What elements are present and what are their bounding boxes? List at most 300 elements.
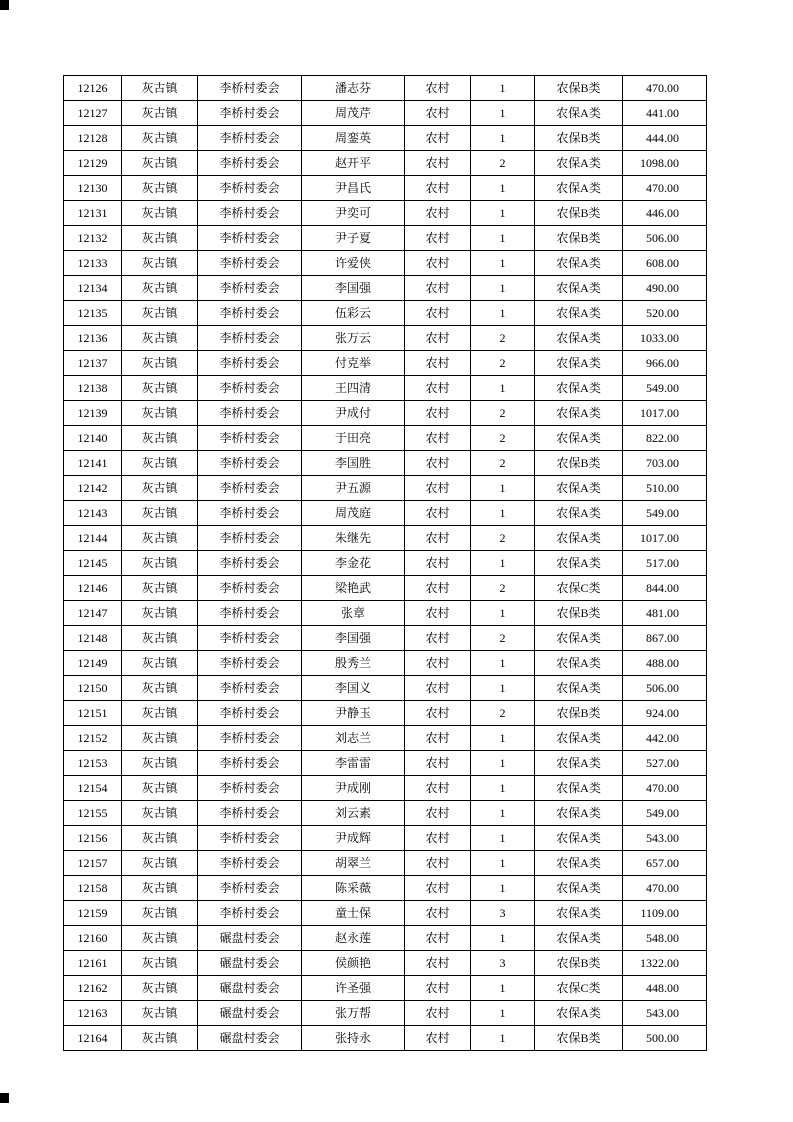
cell-category: 农保A类 (535, 551, 623, 576)
cell-amount: 446.00 (623, 201, 707, 226)
table-row (64, 126, 707, 151)
cell-count: 2 (471, 626, 535, 651)
cell-type: 农村 (405, 1026, 471, 1051)
table-row (64, 76, 707, 101)
cell-id: 12159 (64, 901, 122, 926)
table-row (64, 201, 707, 226)
cell-count: 1 (471, 476, 535, 501)
cell-id: 12160 (64, 926, 122, 951)
cell-category: 农保B类 (535, 451, 623, 476)
cell-id: 12155 (64, 801, 122, 826)
cell-category: 农保A类 (535, 876, 623, 901)
cell-name: 潘志芬 (302, 76, 405, 101)
cell-amount: 506.00 (623, 676, 707, 701)
cell-category: 农保A类 (535, 476, 623, 501)
cell-town: 灰古镇 (122, 101, 198, 126)
cell-amount: 444.00 (623, 126, 707, 151)
cell-type: 农村 (405, 501, 471, 526)
cell-town: 灰古镇 (122, 901, 198, 926)
cell-amount: 1017.00 (623, 526, 707, 551)
cell-name: 李金花 (302, 551, 405, 576)
cell-id: 12157 (64, 851, 122, 876)
cell-village: 李桥村委会 (198, 526, 302, 551)
cell-count: 1 (471, 276, 535, 301)
cell-id: 12137 (64, 351, 122, 376)
cell-town: 灰古镇 (122, 226, 198, 251)
cell-name: 于田亮 (302, 426, 405, 451)
cell-amount: 549.00 (623, 801, 707, 826)
cell-name: 许圣强 (302, 976, 405, 1001)
cell-amount: 703.00 (623, 451, 707, 476)
cell-id: 12142 (64, 476, 122, 501)
cell-name: 周茂庭 (302, 501, 405, 526)
cell-count: 1 (471, 176, 535, 201)
cell-town: 灰古镇 (122, 476, 198, 501)
cell-village: 李桥村委会 (198, 676, 302, 701)
table-row (64, 726, 707, 751)
cell-category: 农保A类 (535, 351, 623, 376)
cell-village: 李桥村委会 (198, 426, 302, 451)
cell-name: 尹成刚 (302, 776, 405, 801)
cell-name: 尹昌氏 (302, 176, 405, 201)
cell-category: 农保B类 (535, 226, 623, 251)
cell-name: 侯颜艳 (302, 951, 405, 976)
table-row (64, 1001, 707, 1026)
cell-type: 农村 (405, 376, 471, 401)
cell-village: 李桥村委会 (198, 776, 302, 801)
records-table (63, 75, 707, 1051)
cell-count: 1 (471, 726, 535, 751)
cell-town: 灰古镇 (122, 251, 198, 276)
cell-count: 1 (471, 651, 535, 676)
cell-id: 12126 (64, 76, 122, 101)
cell-id: 12135 (64, 301, 122, 326)
cell-id: 12164 (64, 1026, 122, 1051)
cell-category: 农保A类 (535, 826, 623, 851)
cell-count: 2 (471, 326, 535, 351)
cell-village: 李桥村委会 (198, 226, 302, 251)
cell-id: 12158 (64, 876, 122, 901)
cell-name: 尹静玉 (302, 701, 405, 726)
cell-count: 1 (471, 126, 535, 151)
cell-id: 12127 (64, 101, 122, 126)
table-row (64, 376, 707, 401)
cell-town: 灰古镇 (122, 601, 198, 626)
cell-type: 农村 (405, 851, 471, 876)
cell-amount: 549.00 (623, 376, 707, 401)
table-row (64, 626, 707, 651)
cell-category: 农保A类 (535, 851, 623, 876)
table-row (64, 976, 707, 1001)
cell-village: 李桥村委会 (198, 876, 302, 901)
cell-count: 2 (471, 526, 535, 551)
table-row (64, 601, 707, 626)
cell-amount: 867.00 (623, 626, 707, 651)
cell-name: 朱继先 (302, 526, 405, 551)
cell-name: 陈采薇 (302, 876, 405, 901)
table-row (64, 151, 707, 176)
cell-town: 灰古镇 (122, 301, 198, 326)
cell-name: 李雷雷 (302, 751, 405, 776)
cell-type: 农村 (405, 826, 471, 851)
cell-category: 农保A类 (535, 776, 623, 801)
table-row (64, 826, 707, 851)
cell-category: 农保A类 (535, 751, 623, 776)
cell-name: 李国胜 (302, 451, 405, 476)
cell-type: 农村 (405, 601, 471, 626)
cell-name: 伍彩云 (302, 301, 405, 326)
cell-type: 农村 (405, 526, 471, 551)
cell-type: 农村 (405, 726, 471, 751)
cell-village: 李桥村委会 (198, 626, 302, 651)
table-row (64, 926, 707, 951)
cell-count: 1 (471, 676, 535, 701)
cell-name: 李国强 (302, 276, 405, 301)
records-tbody (64, 76, 707, 1051)
cell-name: 许爱侠 (302, 251, 405, 276)
cell-name: 付克举 (302, 351, 405, 376)
cell-village: 李桥村委会 (198, 851, 302, 876)
cell-name: 李国强 (302, 626, 405, 651)
cell-id: 12151 (64, 701, 122, 726)
table-row (64, 101, 707, 126)
cell-type: 农村 (405, 901, 471, 926)
cell-type: 农村 (405, 801, 471, 826)
cell-id: 12150 (64, 676, 122, 701)
cell-amount: 549.00 (623, 501, 707, 526)
cell-category: 农保A类 (535, 676, 623, 701)
cell-type: 农村 (405, 926, 471, 951)
cell-name: 梁艳武 (302, 576, 405, 601)
cell-town: 灰古镇 (122, 876, 198, 901)
cell-town: 灰古镇 (122, 651, 198, 676)
cell-type: 农村 (405, 976, 471, 1001)
cell-village: 李桥村委会 (198, 101, 302, 126)
cell-village: 李桥村委会 (198, 126, 302, 151)
cell-village: 李桥村委会 (198, 901, 302, 926)
cell-count: 2 (471, 576, 535, 601)
cell-amount: 441.00 (623, 101, 707, 126)
cell-name: 赵永莲 (302, 926, 405, 951)
cell-type: 农村 (405, 176, 471, 201)
table-row (64, 876, 707, 901)
cell-type: 农村 (405, 251, 471, 276)
cell-category: 农保A类 (535, 726, 623, 751)
cell-count: 2 (471, 351, 535, 376)
cell-amount: 844.00 (623, 576, 707, 601)
cell-name: 张万帮 (302, 1001, 405, 1026)
cell-id: 12141 (64, 451, 122, 476)
cell-type: 农村 (405, 451, 471, 476)
cell-count: 1 (471, 826, 535, 851)
cell-count: 2 (471, 701, 535, 726)
table-row (64, 276, 707, 301)
cell-village: 李桥村委会 (198, 151, 302, 176)
cell-category: 农保A类 (535, 501, 623, 526)
cell-town: 灰古镇 (122, 1001, 198, 1026)
cell-category: 农保A类 (535, 801, 623, 826)
cell-village: 李桥村委会 (198, 76, 302, 101)
cell-category: 农保A类 (535, 401, 623, 426)
cell-village: 李桥村委会 (198, 751, 302, 776)
table-row (64, 1026, 707, 1051)
cell-name: 殷秀兰 (302, 651, 405, 676)
cell-amount: 657.00 (623, 851, 707, 876)
cell-type: 农村 (405, 676, 471, 701)
cell-count: 1 (471, 301, 535, 326)
cell-town: 灰古镇 (122, 201, 198, 226)
cell-category: 农保B类 (535, 701, 623, 726)
cell-id: 12146 (64, 576, 122, 601)
cell-type: 农村 (405, 626, 471, 651)
cell-count: 1 (471, 601, 535, 626)
cell-amount: 442.00 (623, 726, 707, 751)
cell-village: 李桥村委会 (198, 326, 302, 351)
cell-name: 尹奕可 (302, 201, 405, 226)
cell-count: 1 (471, 501, 535, 526)
cell-amount: 608.00 (623, 251, 707, 276)
cell-town: 灰古镇 (122, 276, 198, 301)
cell-amount: 543.00 (623, 826, 707, 851)
cell-count: 1 (471, 851, 535, 876)
cell-id: 12131 (64, 201, 122, 226)
cell-id: 12152 (64, 726, 122, 751)
cell-type: 农村 (405, 126, 471, 151)
cell-amount: 1109.00 (623, 901, 707, 926)
table-row (64, 351, 707, 376)
cell-town: 灰古镇 (122, 926, 198, 951)
cell-count: 1 (471, 1026, 535, 1051)
cell-type: 农村 (405, 701, 471, 726)
cell-village: 碾盘村委会 (198, 926, 302, 951)
cell-type: 农村 (405, 426, 471, 451)
cell-town: 灰古镇 (122, 176, 198, 201)
cell-town: 灰古镇 (122, 701, 198, 726)
cell-amount: 470.00 (623, 876, 707, 901)
cell-id: 12129 (64, 151, 122, 176)
table-row (64, 851, 707, 876)
cell-count: 1 (471, 926, 535, 951)
cell-category: 农保A类 (535, 326, 623, 351)
cell-amount: 924.00 (623, 701, 707, 726)
cell-id: 12149 (64, 651, 122, 676)
cell-count: 1 (471, 376, 535, 401)
cell-id: 12128 (64, 126, 122, 151)
table-row (64, 426, 707, 451)
cell-name: 刘云素 (302, 801, 405, 826)
cell-amount: 488.00 (623, 651, 707, 676)
cell-type: 农村 (405, 651, 471, 676)
cell-village: 李桥村委会 (198, 501, 302, 526)
cell-name: 王四清 (302, 376, 405, 401)
cell-amount: 510.00 (623, 476, 707, 501)
cell-town: 灰古镇 (122, 551, 198, 576)
cell-category: 农保A类 (535, 101, 623, 126)
cell-count: 3 (471, 901, 535, 926)
cell-amount: 470.00 (623, 176, 707, 201)
cell-id: 12161 (64, 951, 122, 976)
cell-id: 12145 (64, 551, 122, 576)
cell-category: 农保A类 (535, 901, 623, 926)
cell-amount: 470.00 (623, 76, 707, 101)
cell-amount: 481.00 (623, 601, 707, 626)
cell-count: 1 (471, 801, 535, 826)
cell-type: 农村 (405, 326, 471, 351)
cell-id: 12138 (64, 376, 122, 401)
cell-town: 灰古镇 (122, 626, 198, 651)
table-row (64, 526, 707, 551)
cell-count: 3 (471, 951, 535, 976)
cell-category: 农保B类 (535, 951, 623, 976)
cell-category: 农保B类 (535, 1026, 623, 1051)
cell-category: 农保A类 (535, 526, 623, 551)
cell-town: 灰古镇 (122, 351, 198, 376)
cell-name: 张章 (302, 601, 405, 626)
cell-count: 1 (471, 751, 535, 776)
cell-name: 尹子夏 (302, 226, 405, 251)
cell-type: 农村 (405, 351, 471, 376)
cell-amount: 1017.00 (623, 401, 707, 426)
cell-village: 碾盘村委会 (198, 976, 302, 1001)
cell-amount: 966.00 (623, 351, 707, 376)
cell-town: 灰古镇 (122, 851, 198, 876)
cell-count: 1 (471, 976, 535, 1001)
cell-town: 灰古镇 (122, 751, 198, 776)
cell-name: 赵开平 (302, 151, 405, 176)
cell-town: 灰古镇 (122, 401, 198, 426)
cell-id: 12163 (64, 1001, 122, 1026)
cell-id: 12154 (64, 776, 122, 801)
cell-type: 农村 (405, 751, 471, 776)
table-row (64, 651, 707, 676)
cell-village: 李桥村委会 (198, 351, 302, 376)
cell-id: 12148 (64, 626, 122, 651)
cell-amount: 548.00 (623, 926, 707, 951)
table-row (64, 301, 707, 326)
cell-type: 农村 (405, 151, 471, 176)
cell-category: 农保A类 (535, 301, 623, 326)
cell-village: 碾盘村委会 (198, 1026, 302, 1051)
cell-amount: 1322.00 (623, 951, 707, 976)
cell-type: 农村 (405, 876, 471, 901)
cell-name: 刘志兰 (302, 726, 405, 751)
cell-village: 李桥村委会 (198, 826, 302, 851)
cell-amount: 520.00 (623, 301, 707, 326)
cell-name: 尹五源 (302, 476, 405, 501)
cell-id: 12162 (64, 976, 122, 1001)
cell-village: 李桥村委会 (198, 176, 302, 201)
cell-count: 1 (471, 776, 535, 801)
cell-village: 李桥村委会 (198, 476, 302, 501)
cell-name: 周銮英 (302, 126, 405, 151)
cell-id: 12134 (64, 276, 122, 301)
cell-id: 12140 (64, 426, 122, 451)
table-row (64, 676, 707, 701)
cell-name: 李国义 (302, 676, 405, 701)
cell-category: 农保A类 (535, 151, 623, 176)
cell-town: 灰古镇 (122, 376, 198, 401)
cell-village: 李桥村委会 (198, 451, 302, 476)
cell-name: 胡翠兰 (302, 851, 405, 876)
cell-type: 农村 (405, 276, 471, 301)
cell-amount: 822.00 (623, 426, 707, 451)
cell-category: 农保A类 (535, 176, 623, 201)
cell-town: 灰古镇 (122, 126, 198, 151)
cell-village: 碾盘村委会 (198, 1001, 302, 1026)
cell-town: 灰古镇 (122, 676, 198, 701)
table-row (64, 176, 707, 201)
cell-category: 农保A类 (535, 626, 623, 651)
cell-category: 农保A类 (535, 1001, 623, 1026)
cell-count: 1 (471, 101, 535, 126)
cell-village: 李桥村委会 (198, 376, 302, 401)
cell-town: 灰古镇 (122, 976, 198, 1001)
table-row (64, 801, 707, 826)
cell-count: 2 (471, 401, 535, 426)
table-row (64, 751, 707, 776)
table-row (64, 226, 707, 251)
cell-count: 2 (471, 151, 535, 176)
cell-type: 农村 (405, 101, 471, 126)
cell-count: 2 (471, 451, 535, 476)
cell-id: 12153 (64, 751, 122, 776)
cell-town: 灰古镇 (122, 151, 198, 176)
cell-type: 农村 (405, 551, 471, 576)
cell-town: 灰古镇 (122, 726, 198, 751)
cell-name: 张万云 (302, 326, 405, 351)
cell-village: 李桥村委会 (198, 701, 302, 726)
cell-count: 1 (471, 226, 535, 251)
cell-name: 周茂芹 (302, 101, 405, 126)
cell-town: 灰古镇 (122, 576, 198, 601)
cell-id: 12144 (64, 526, 122, 551)
cell-id: 12136 (64, 326, 122, 351)
table-row (64, 251, 707, 276)
cell-count: 1 (471, 551, 535, 576)
cell-village: 李桥村委会 (198, 601, 302, 626)
cell-amount: 500.00 (623, 1026, 707, 1051)
cell-count: 1 (471, 876, 535, 901)
cell-village: 碾盘村委会 (198, 951, 302, 976)
table-row (64, 951, 707, 976)
cell-count: 1 (471, 201, 535, 226)
cell-name: 童士保 (302, 901, 405, 926)
table-row (64, 901, 707, 926)
scan-corner-mark-top (0, 0, 9, 10)
cell-amount: 1098.00 (623, 151, 707, 176)
cell-id: 12133 (64, 251, 122, 276)
cell-amount: 1033.00 (623, 326, 707, 351)
cell-category: 农保A类 (535, 426, 623, 451)
cell-village: 李桥村委会 (198, 401, 302, 426)
cell-amount: 506.00 (623, 226, 707, 251)
cell-id: 12130 (64, 176, 122, 201)
table-row (64, 776, 707, 801)
cell-amount: 517.00 (623, 551, 707, 576)
cell-town: 灰古镇 (122, 801, 198, 826)
cell-category: 农保B类 (535, 201, 623, 226)
cell-town: 灰古镇 (122, 826, 198, 851)
cell-type: 农村 (405, 201, 471, 226)
cell-id: 12156 (64, 826, 122, 851)
cell-id: 12132 (64, 226, 122, 251)
table-row (64, 576, 707, 601)
cell-type: 农村 (405, 1001, 471, 1026)
cell-category: 农保A类 (535, 251, 623, 276)
table-row (64, 326, 707, 351)
cell-village: 李桥村委会 (198, 551, 302, 576)
cell-amount: 448.00 (623, 976, 707, 1001)
